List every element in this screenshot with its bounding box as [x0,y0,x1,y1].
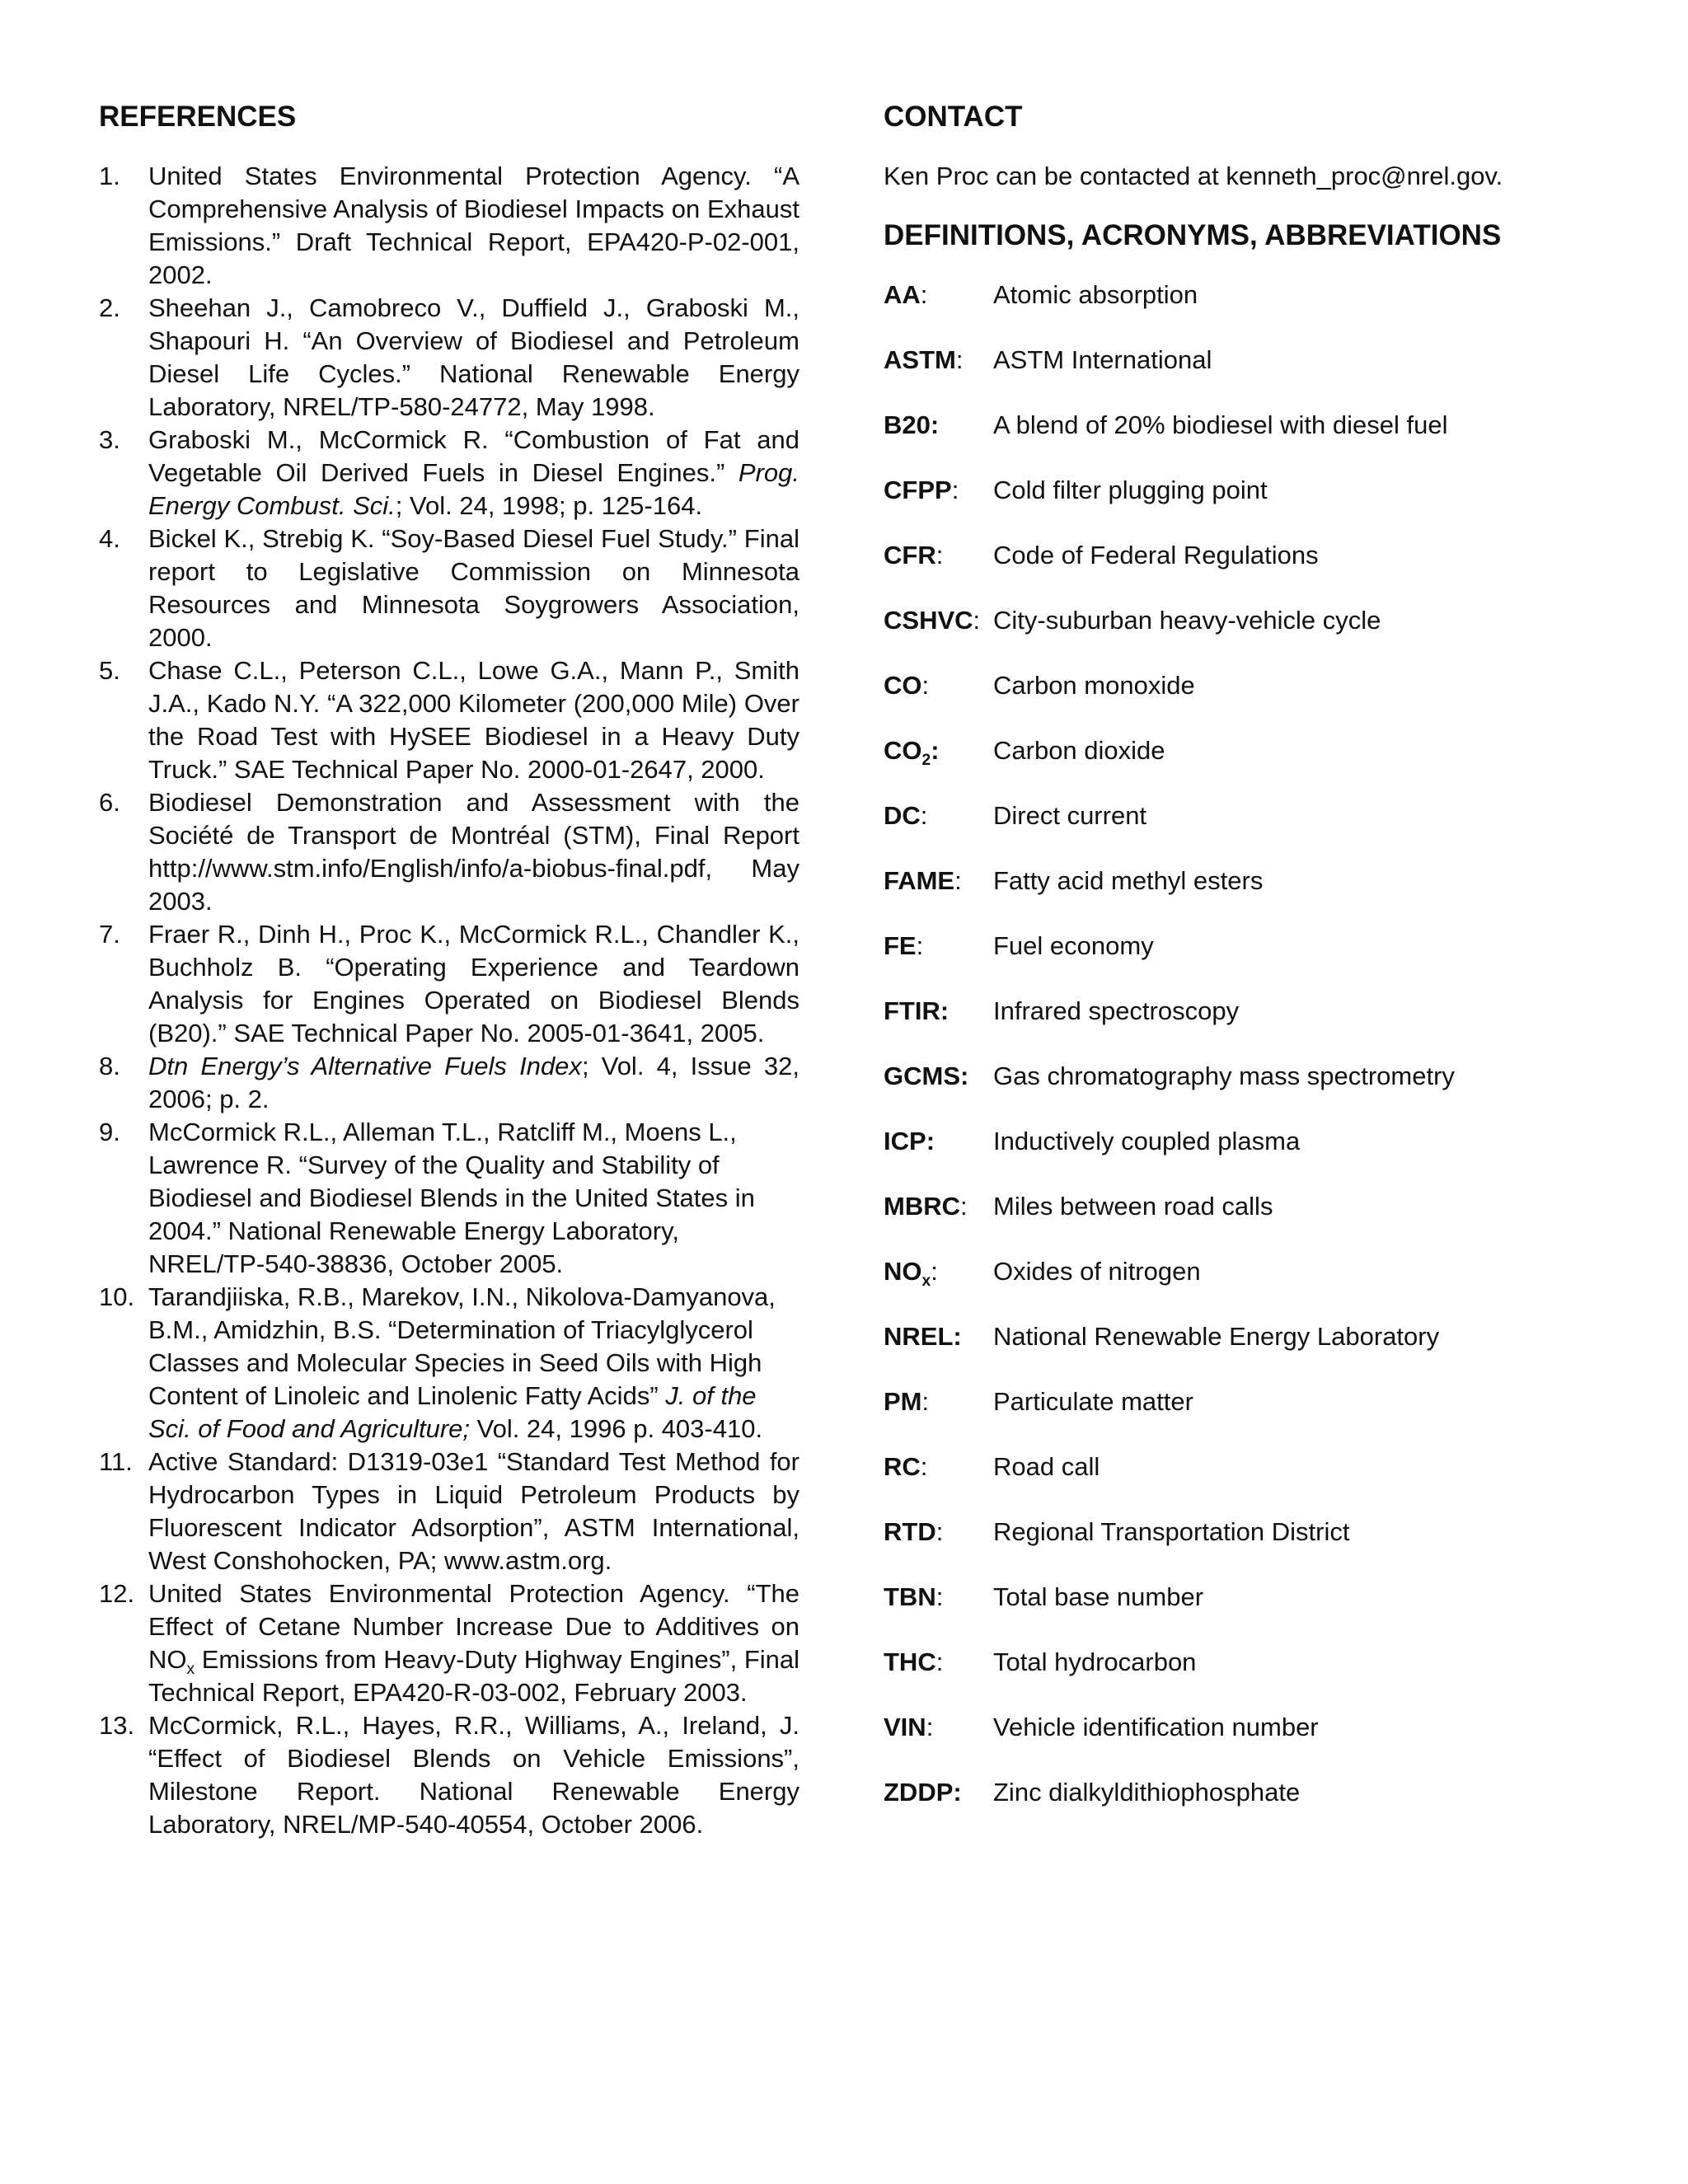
definition-term [884,1125,993,1158]
reference-text [148,1050,799,1116]
reference-item [99,1446,799,1577]
reference-item [99,1116,799,1281]
term-acronym: THC [884,1647,936,1676]
definition-meaning: Miles between road calls [993,1192,1273,1221]
term-acronym: RC [884,1452,921,1481]
term-colon: : [926,1127,935,1155]
definition-meaning: Code of Federal Regulations [993,541,1319,569]
definition-item [884,604,1609,637]
definitions-heading: DEFINITIONS, ACRONYMS, ABBREVIATIONS [884,219,1502,251]
term-colon: : [935,1517,944,1546]
reference-item [99,160,799,292]
term-acronym: CFR [884,541,936,569]
reference-item [99,1709,799,1841]
term-acronym: FAME [884,866,955,895]
reference-item [99,654,799,786]
journal-title: Dtn Energy’s Alternative Fuels Index [148,1052,582,1080]
contact-heading: CONTACT [884,101,1023,133]
definition-term [884,1255,993,1291]
reference-number: 6. [99,788,120,817]
reference-text: McCormick R.L., Alleman T.L., Ratcliff M., Moens L., Lawrence R. “Survey of the Quality and Stability of Biodiesel and Biodiesel Blends in the United States in 2004.” National Renewable Energy Laboratory, NREL/TP-540-38836, October 2005. [148,1118,755,1278]
definition-meaning: Infrared spectroscopy [993,996,1240,1025]
reference-item [99,786,799,918]
definition-term [884,1581,993,1614]
term-colon: : [940,996,950,1025]
term-colon: : [921,1387,930,1416]
definition-term [884,865,993,898]
reference-item [99,424,799,523]
definition-term [884,279,993,312]
definition-meaning: Carbon dioxide [993,736,1165,765]
definition-meaning: A blend of 20% biodiesel with diesel fuel [993,410,1448,439]
reference-item [99,1281,799,1446]
term-colon: : [951,476,959,504]
reference-item [99,1050,799,1116]
reference-text-part: Emissions from Heavy-Duty Highway Engines”, Final Technical Report, EPA420-R-03-002, February 2003. [148,1645,800,1707]
definition-meaning: Particulate matter [993,1387,1193,1416]
reference-text-part: Vol. 24, 1996 p. 403-410. [470,1414,763,1443]
definition-term [884,1320,993,1353]
references-column [99,97,799,1841]
term-colon: : [935,1647,944,1676]
term-colon: : [953,1778,962,1807]
term-colon: : [920,280,928,309]
definition-meaning: Vehicle identification number [993,1713,1319,1741]
definition-item [884,930,1609,963]
definition-term [884,995,993,1028]
definition-term [884,1711,993,1744]
reference-text-part: Tarandjiiska, R.B., Marekov, I.N., Nikolova-Damyanova, B.M., Amidzhin, B.S. “Determination of Triacylglycerol Classes and Molecular Species in Seed Oils with High Content of Linoleic and Linolenic Fatty Acids” [148,1282,776,1410]
definitions-list [884,279,1609,1809]
reference-text-part: Graboski M., McCormick R. “Combustion of Fat and Vegetable Oil Derived Fuels in Diesel Engines.” [148,425,799,487]
reference-item [99,523,799,654]
term-acronym: CFPP [884,476,952,504]
definition-meaning: Atomic absorption [993,280,1198,309]
term-acronym: CO [884,736,922,765]
definition-meaning: Oxides of nitrogen [993,1257,1201,1286]
term-colon: : [916,931,924,960]
term-colon: : [921,671,930,700]
reference-number: 4. [99,524,120,553]
term-colon: : [973,606,981,635]
term-acronym: MBRC [884,1192,960,1221]
term-acronym: AA [884,280,921,309]
reference-text: Sheehan J., Camobreco V., Duffield J., Graboski M., Shapouri H. “An Overview of Biodiesel and Petroleum Diesel Life Cycles.” National Renewable Energy Laboratory, NREL/TP-580-24772, May 1998. [148,293,799,421]
definition-meaning: Regional Transportation District [993,1517,1350,1546]
reference-text: Fraer R., Dinh H., Proc K., McCormick R.L., Chandler K., Buchholz B. “Operating Experience and Teardown Analysis for Engines Operated on Biodiesel Blends (B20).” SAE Technical Paper No. 2005-01-3641, 2005. [148,920,799,1047]
reference-number: 7. [99,920,120,949]
term-colon: : [955,345,964,374]
term-acronym: DC [884,801,921,830]
term-subscript: 2 [921,752,931,770]
definition-meaning: Direct current [993,801,1147,830]
definition-term [884,474,993,507]
reference-number: 5. [99,656,120,685]
definition-item [884,995,1609,1028]
reference-text: Active Standard: D1319-03e1 “Standard Test Method for Hydrocarbon Types in Liquid Petroleum Products by Fluorescent Indicator Adsorption”, ASTM International, West Conshohocken, PA; www.astm.org. [148,1447,799,1575]
term-acronym: PM [884,1387,922,1416]
definition-term [884,409,993,442]
definition-meaning: Fatty acid methyl esters [993,866,1264,895]
definition-term [884,930,993,963]
definition-meaning: City-suburban heavy-vehicle cycle [993,606,1381,635]
term-colon: : [935,541,944,569]
definition-meaning: Fuel economy [993,931,1154,960]
definition-term [884,1385,993,1418]
definition-item [884,1320,1609,1353]
reference-text-part: United States Environmental Protection Agency. “The Effect of Cetane Number Increase Due to Additives on NO [148,1579,799,1674]
reference-text [148,424,799,523]
reference-number: 9. [99,1118,120,1146]
definition-item [884,539,1609,572]
term-acronym: ICP [884,1127,926,1155]
definition-item [884,1385,1609,1418]
term-colon: : [920,801,928,830]
term-acronym: GCMS [884,1062,960,1090]
definition-term [884,1776,993,1809]
definition-item [884,409,1609,442]
definition-item [884,1451,1609,1483]
definition-item [884,734,1609,770]
reference-number: 10. [99,1282,135,1311]
definition-item [884,1776,1609,1809]
subscript: x [186,1661,195,1679]
term-acronym: TBN [884,1582,936,1611]
term-acronym: B20 [884,410,931,439]
reference-number: 3. [99,425,120,454]
reference-text: McCormick, R.L., Hayes, R.R., Williams, A., Ireland, J. “Effect of Biodiesel Blends on Vehicle Emissions”, Milestone Report. National Renewable Energy Laboratory, NREL/MP-540-40554, October 2006. [148,1711,799,1839]
definition-item [884,799,1609,832]
definition-term [884,344,993,377]
term-colon: : [935,1582,944,1611]
term-colon: : [954,866,962,895]
reference-text: Bickel K., Strebig K. “Soy-Based Diesel Fuel Study.” Final report to Legislative Commission on Minnesota Resources and Minnesota Soygrowers Association, 2000. [148,524,799,652]
definition-meaning: Cold filter plugging point [993,476,1268,504]
definition-term [884,539,993,572]
reference-number: 13. [99,1711,135,1740]
term-acronym: VIN [884,1713,926,1741]
definition-meaning: ASTM International [993,345,1212,374]
definition-term [884,669,993,702]
term-acronym: CSHVC [884,606,973,635]
definition-item [884,474,1609,507]
reference-text: Chase C.L., Peterson C.L., Lowe G.A., Mann P., Smith J.A., Kado N.Y. “A 322,000 Kilometer (200,000 Mile) Over the Road Test with HySEE Biodiesel in a Heavy Duty Truck.” SAE Technical Paper No. 2000-01-2647, 2000. [148,656,799,784]
term-colon: : [931,736,940,765]
term-acronym: ASTM [884,345,956,374]
term-acronym: CO [884,671,922,700]
reference-text [148,1281,799,1446]
definition-meaning: Gas chromatography mass spectrometry [993,1062,1455,1090]
definition-term [884,1516,993,1549]
journal-title: J. of the Sci. of Food and Agriculture; [148,1381,757,1443]
reference-number: 2. [99,293,120,322]
reference-number: 12. [99,1579,135,1608]
definition-item [884,1255,1609,1291]
term-acronym: NO [884,1257,922,1286]
reference-text-part: ; Vol. 24, 1998; p. 125-164. [395,491,703,520]
definition-item [884,1516,1609,1549]
definition-term [884,1060,993,1093]
definition-meaning: Road call [993,1452,1100,1481]
definition-meaning: Zinc dialkyldithiophosphate [993,1778,1301,1807]
reference-text: Biodiesel Demonstration and Assessment with the Société de Transport de Montréal (STM), Final Report http://www.stm.info/English/info/a-biobus-final.pdf, May 2003. [148,788,799,916]
references-heading: REFERENCES [99,101,297,133]
term-colon: : [930,410,940,439]
term-subscript: x [921,1272,931,1291]
definition-term [884,1451,993,1483]
term-colon: : [920,1452,928,1481]
definition-item [884,344,1609,377]
reference-number: 11. [99,1447,133,1476]
term-colon: : [960,1062,969,1090]
term-acronym: NREL [884,1322,954,1351]
definition-item [884,1060,1609,1093]
definition-item [884,865,1609,898]
reference-text: United States Environmental Protection Agency. “A Comprehensive Analysis of Biodiesel Impacts on Exhaust Emissions.” Draft Technical Report, EPA420-P-02-001, 2002. [148,162,799,289]
definition-meaning: Inductively coupled plasma [993,1127,1301,1155]
definition-item [884,1646,1609,1679]
definition-meaning: National Renewable Energy Laboratory [993,1322,1440,1351]
definition-item [884,1711,1609,1744]
definition-term [884,1190,993,1223]
definition-term [884,799,993,832]
definition-meaning: Total base number [993,1582,1204,1611]
definition-item [884,279,1609,312]
definition-term [884,604,993,637]
definition-meaning: Total hydrocarbon [993,1647,1197,1676]
term-acronym: FE [884,931,917,960]
reference-item [99,1577,799,1709]
definition-item [884,1190,1609,1223]
term-colon: : [960,1192,968,1221]
term-colon: : [926,1713,934,1741]
reference-item [99,918,799,1050]
references-list [99,160,799,1841]
contact-definitions-column [884,97,1609,1841]
definition-item [884,1581,1609,1614]
reference-text [148,1577,799,1709]
term-colon: : [931,1257,938,1286]
definition-term [884,1646,993,1679]
term-acronym: RTD [884,1517,936,1546]
term-acronym: FTIR [884,996,940,1025]
reference-item [99,292,799,424]
term-acronym: ZDDP [884,1778,954,1807]
reference-number: 1. [99,162,120,190]
journal-title: Prog. Energy Combust. Sci. [148,458,799,520]
term-colon: : [953,1322,962,1351]
definition-term [884,734,993,770]
contact-text: Ken Proc can be contacted at kenneth_proc@nrel.gov. [884,162,1503,190]
definition-item [884,669,1609,702]
definition-item [884,1125,1609,1158]
reference-number: 8. [99,1052,120,1080]
definition-meaning: Carbon monoxide [993,671,1195,700]
reference-text-part: ; Vol. 4, Issue 32, 2006; p. 2. [148,1052,799,1113]
